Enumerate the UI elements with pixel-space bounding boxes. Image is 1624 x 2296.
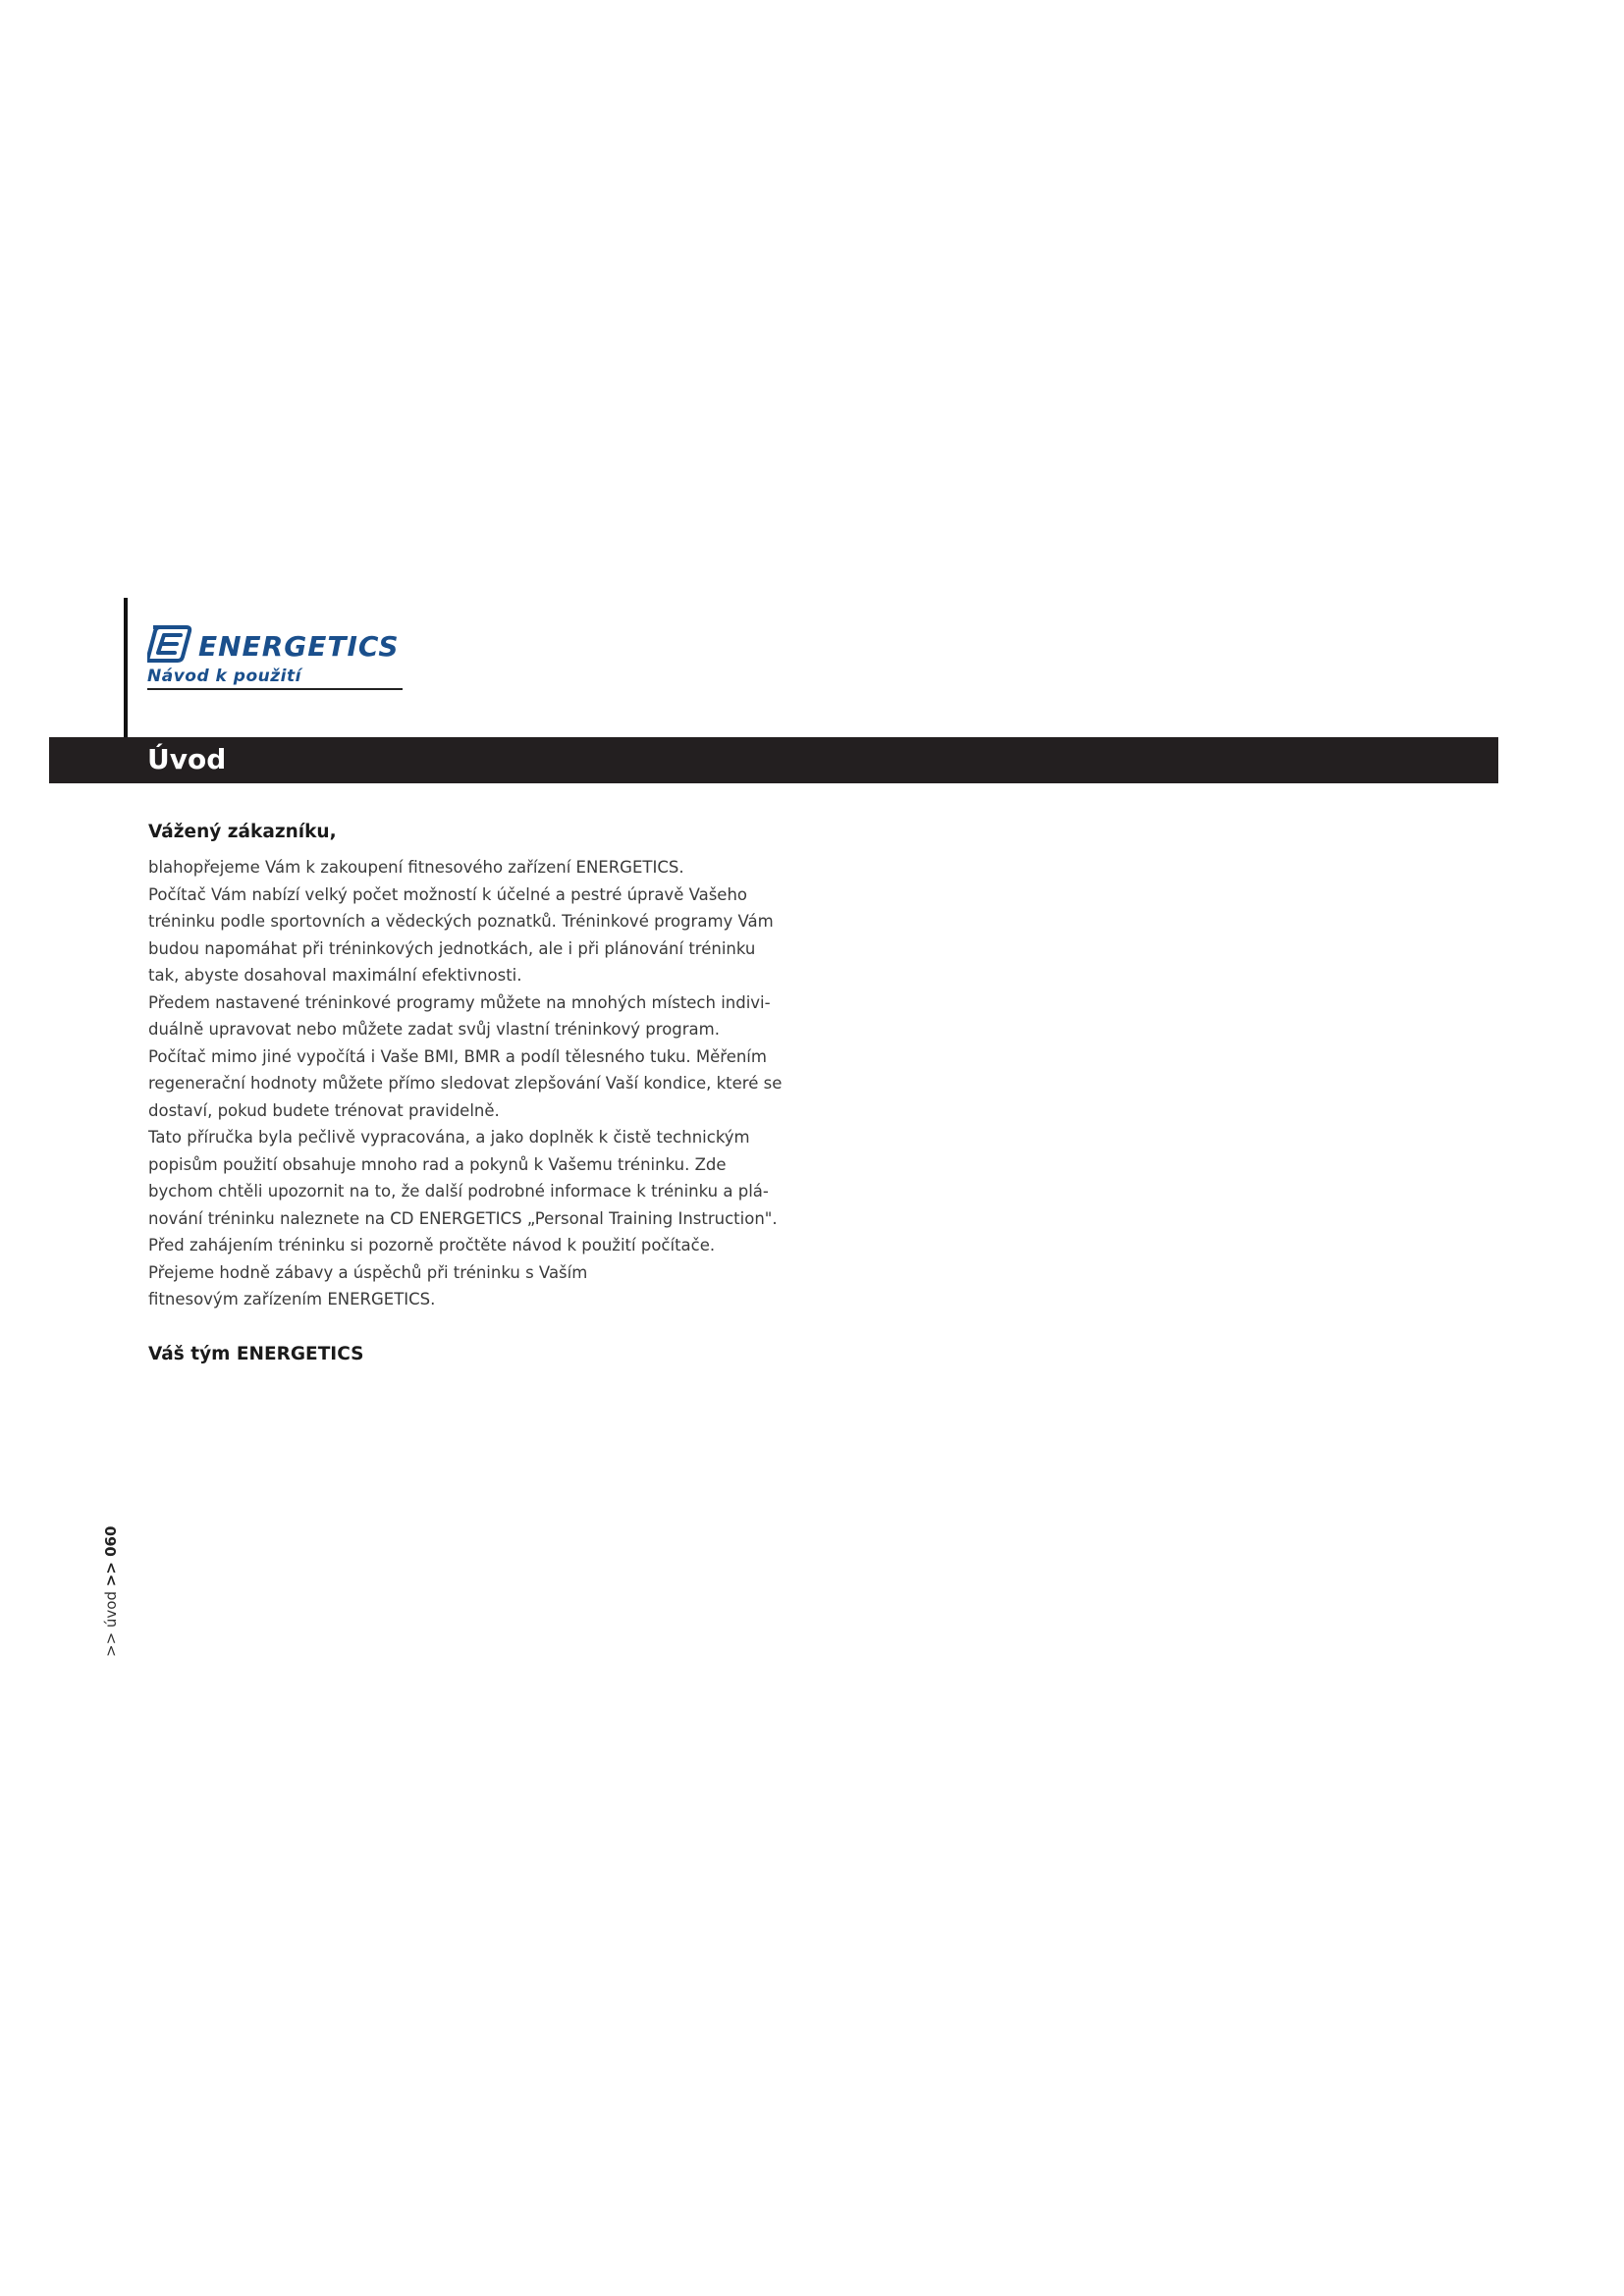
letter-line: dostaví, pokud budete trénovat pravidelně. [148,1100,500,1120]
section-title-bar [49,737,1498,783]
letter-line: regenerační hodnoty můžete přímo sledovat zlepšování Vaší kondice, které se [148,1074,783,1093]
section-title: Úvod [147,743,227,775]
letter-line: blahopřejeme Vám k zakoupení fitnesového zařízení ENERGETICS. [148,858,684,877]
letter-line: Počítač Vám nabízí velký počet možností k účelné a pestré úpravě Vašeho [148,884,748,904]
letter-line: duálně upravovat nebo můžete zadat svůj vlastní tréninkový program. [148,1020,720,1039]
letter-line: tréninku podle sportovních a vědeckých poznatků. Tréninkové programy Vám [148,912,774,931]
letter-line: tak, abyste dosahoval maximální efektivnosti. [148,966,522,985]
letter-line: nování tréninku naleznete na CD ENERGETICS „Personal Training Instruction". [148,1208,778,1228]
letter-greeting: Vážený zákazníku, [148,822,337,842]
letter-line: fitnesovým zařízením ENERGETICS. [148,1290,436,1308]
letter-line: Předem nastavené tréninkové programy můžete na mnohých místech indivi- [148,992,771,1012]
letter-line: Před zahájením tréninku si pozorně pročtěte návod k použití počítače. [148,1236,716,1255]
letter-line: Přejeme hodně zábavy a úspěchů při tréninku s Vaším [148,1262,588,1282]
page-marker-section: >> úvod [102,1586,120,1657]
letter-line: bychom chtěli upozornit na to, že další podrobné informace k tréninku a plá- [148,1182,769,1201]
letter-line: Počítač mimo jiné vypočítá i Vaše BMI, BMR a podíl tělesného tuku. Měřením [148,1046,767,1066]
letter-signature: Váš tým ENERGETICS [148,1343,364,1364]
manual-subtitle: Návod k použití [147,667,301,686]
logo-underline [147,688,403,690]
energetics-logo-wordmark: ENERGETICS [198,630,400,663]
letter-body [148,854,826,1313]
letter-line: popisům použití obsahuje mnoho rad a pokynů k Vašemu tréninku. Zde [148,1154,727,1174]
letter-line: budou napomáhat při tréninkových jednotkách, ale i při plánování tréninku [148,938,756,958]
energetics-logo-icon [147,627,189,661]
letter-line: Tato příručka byla pečlivě vypracována, a jako doplněk k čistě technickým [148,1128,750,1147]
page-number: >> 060 [102,1525,120,1587]
letter-content [148,819,826,1368]
